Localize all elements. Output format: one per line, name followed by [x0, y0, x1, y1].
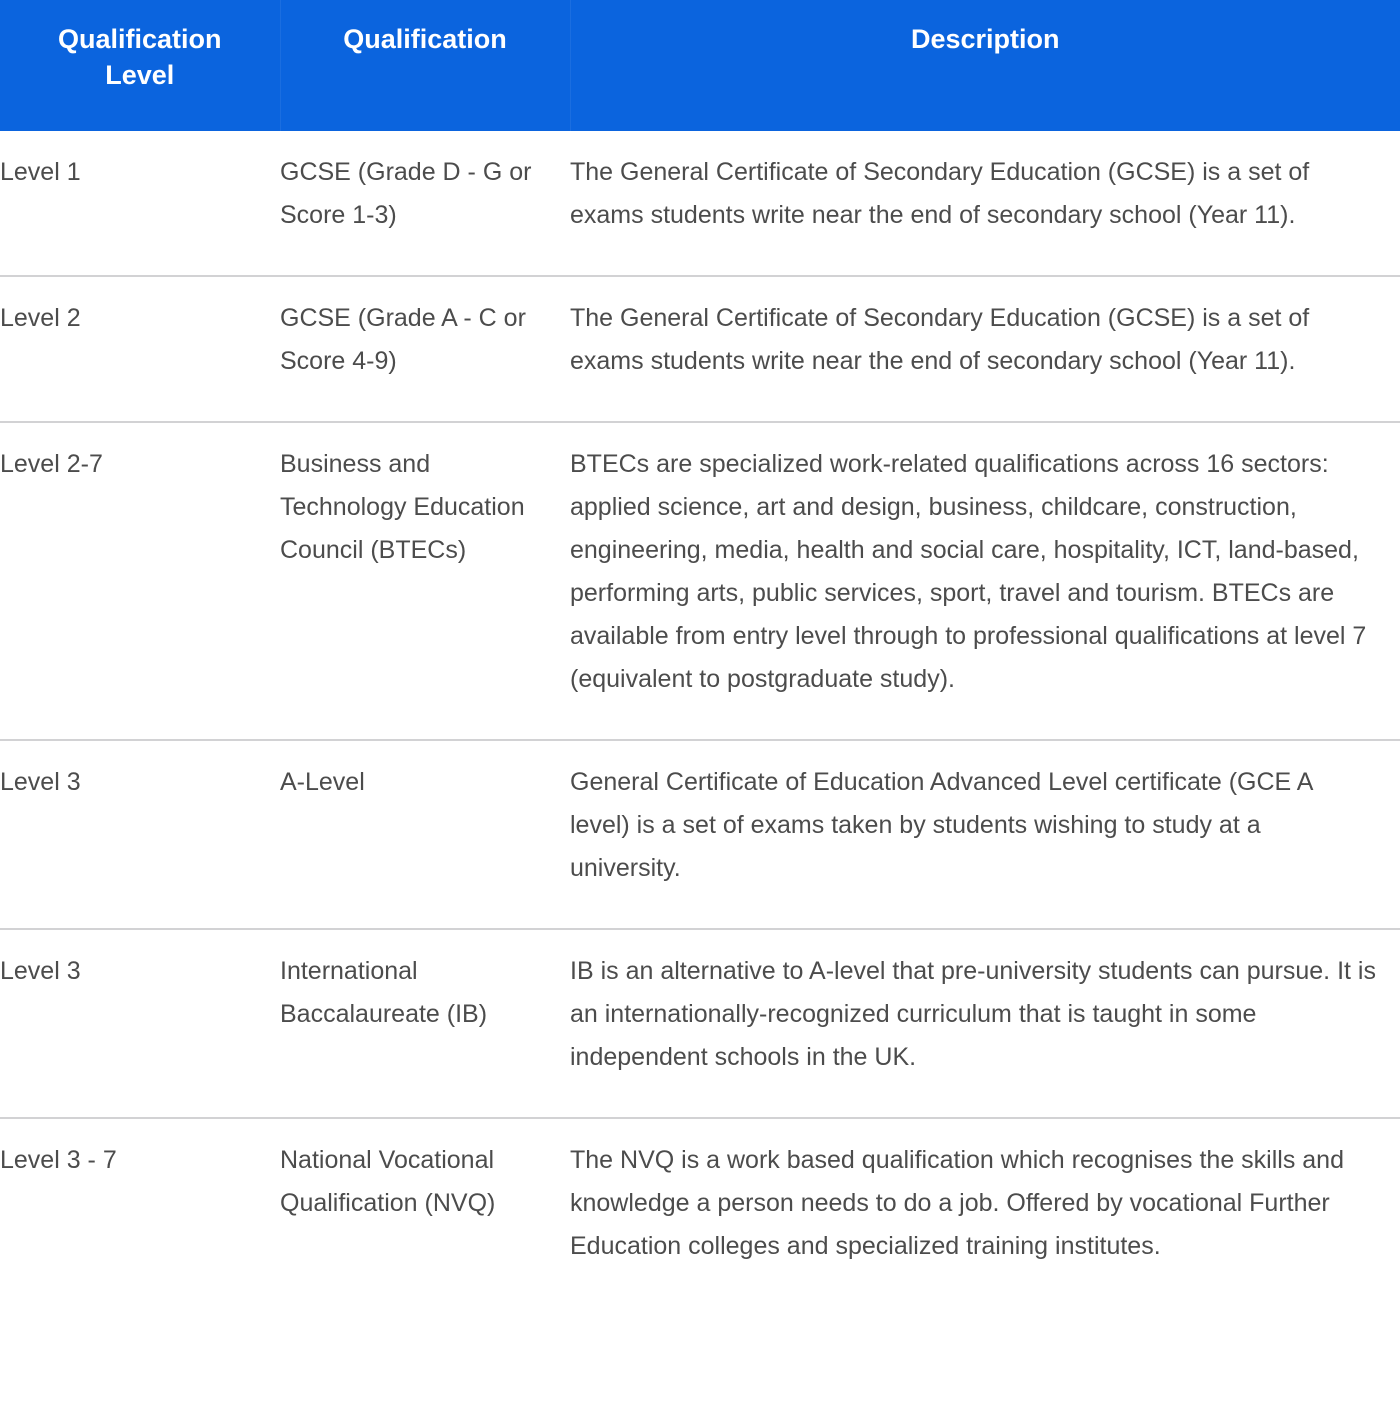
cell-qualification-level: Level 2 [0, 276, 280, 422]
table-row [0, 1118, 1400, 1306]
table-header-row [0, 0, 1400, 131]
cell-qualification: Business and Technology Education Council (BTECs) [280, 422, 570, 740]
column-header-qualification-label: Qualification [343, 24, 507, 54]
cell-qualification-level: Level 2-7 [0, 422, 280, 740]
table-header [0, 0, 1400, 131]
cell-description: The NVQ is a work based qualification which recognises the skills and knowledge a person needs to do a job. Offered by vocational Further Education colleges and specialized training institutes. [570, 1146, 1344, 1260]
cell-description: IB is an alternative to A-level that pre-university students can pursue. It is an internationally-recognized curriculum that is taught in some independent schools in the UK. [570, 929, 1400, 1118]
table-row [0, 740, 1400, 929]
table-row [0, 422, 1400, 740]
column-header-description-label: Description [910, 24, 1060, 54]
cell-qualification: International Baccalaureate (IB) [280, 929, 570, 1118]
cell-qualification-level: Level 3 [0, 929, 280, 1118]
table-row [0, 131, 1400, 276]
column-header-qualification [280, 0, 570, 131]
cell-qualification: National Vocational Qualification (NVQ) [280, 1146, 496, 1217]
cell-qualification: GCSE (Grade D - G or Score 1-3) [280, 131, 570, 276]
cell-description: General Certificate of Education Advanced Level certificate (GCE A level) is a set of exams taken by students wishing to study at a university. [570, 740, 1400, 929]
table-row [0, 929, 1400, 1118]
cell-description: The General Certificate of Secondary Education (GCSE) is a set of exams students write near the end of secondary school (Year 11). [570, 131, 1400, 276]
cell-qualification: A-Level [280, 740, 570, 929]
cell-description: BTECs are specialized work-related qualifications across 16 sectors: applied science, art and design, business, childcare, construction, engineering, media, health and social care, hospitality, ICT, land-based, performing arts, public services, sport, travel and tourism. BTECs are available from entry level through to professional qualifications at level 7 (equivalent to postgraduate study). [570, 422, 1400, 740]
cell-qualification-level: Level 3 - 7 [0, 1146, 117, 1174]
cell-qualification-level: Level 1 [0, 131, 280, 276]
table-body [0, 131, 1400, 1306]
table-row [0, 276, 1400, 422]
column-header-qualification-level-label: Qualification Level [57, 24, 222, 90]
cell-qualification: GCSE (Grade A - C or Score 4-9) [280, 276, 570, 422]
column-header-description [570, 0, 1400, 131]
cell-description: The General Certificate of Secondary Education (GCSE) is a set of exams students write near the end of secondary school (Year 11). [570, 276, 1400, 422]
cell-qualification-level: Level 3 [0, 740, 280, 929]
column-header-qualification-level [0, 0, 280, 131]
